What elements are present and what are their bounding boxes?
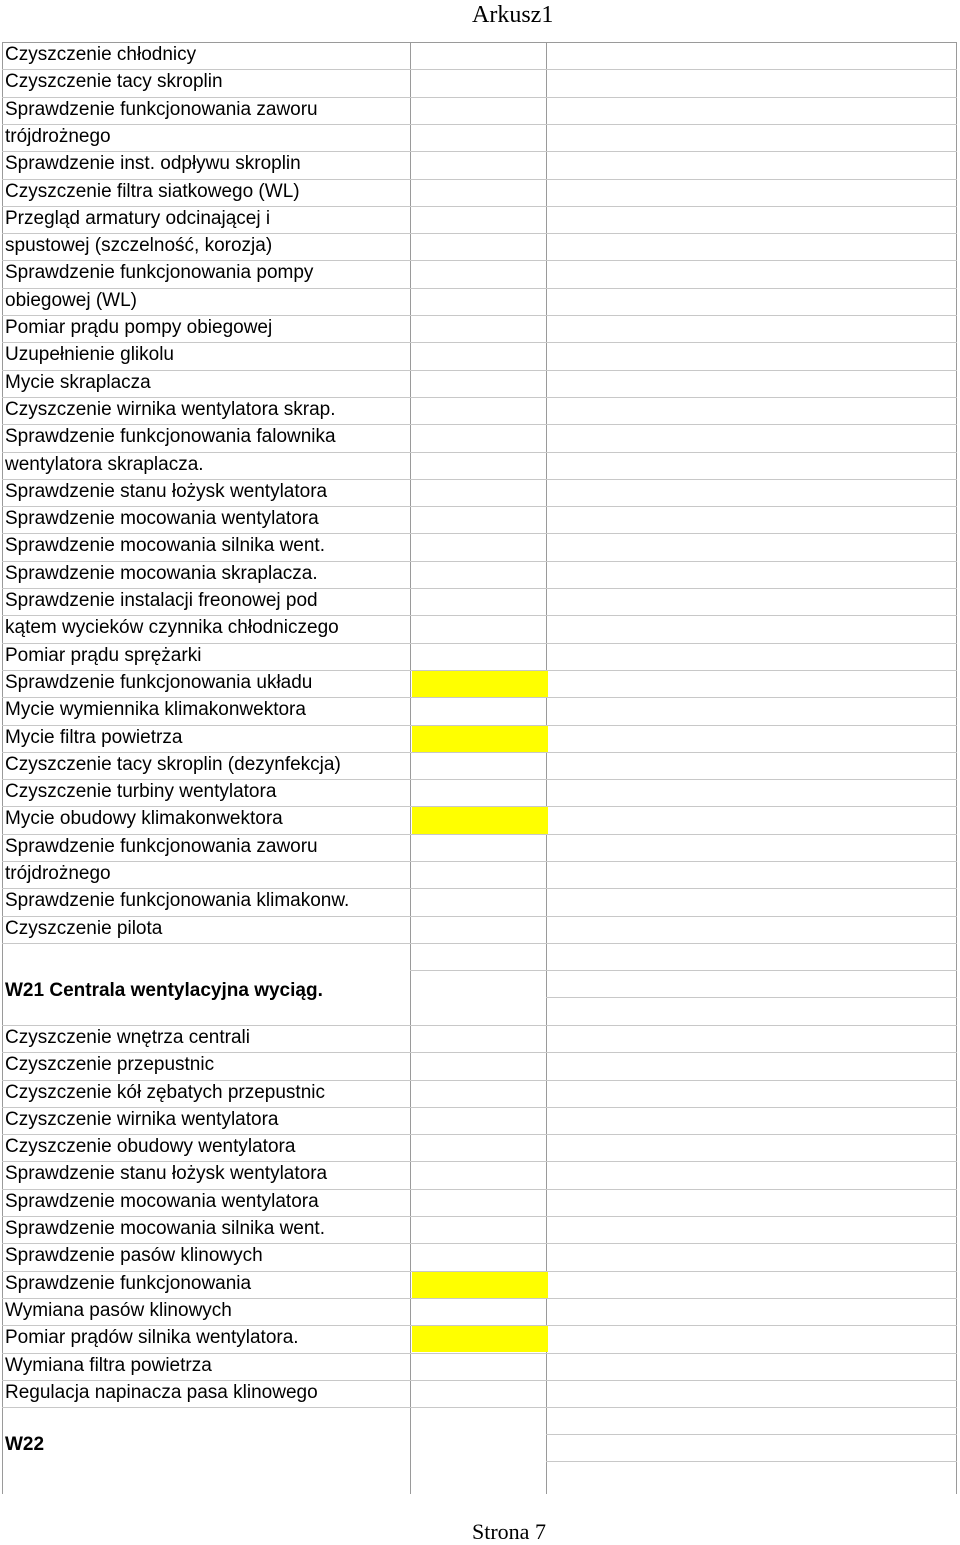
- row-border: [2, 69, 957, 70]
- row-border: [2, 888, 957, 889]
- highlighted-cell[interactable]: [412, 726, 548, 752]
- row-border: [2, 1025, 957, 1026]
- row-border: [2, 779, 957, 780]
- task-row[interactable]: Wymiana pasów klinowych: [5, 1299, 232, 1321]
- highlighted-cell[interactable]: [412, 807, 548, 833]
- task-row[interactable]: Mycie obudowy klimakonwektora: [5, 808, 283, 830]
- task-row[interactable]: Czyszczenie turbiny wentylatora: [5, 781, 277, 803]
- row-border: [2, 342, 957, 343]
- task-row[interactable]: obiegowej (WL): [5, 289, 137, 311]
- row-border: [410, 970, 957, 971]
- row-border: [2, 916, 957, 917]
- row-border: [2, 697, 957, 698]
- task-row[interactable]: Sprawdzenie instalacji freonowej pod: [5, 590, 318, 611]
- row-border: [546, 1461, 957, 1462]
- task-row[interactable]: Sprawdzenie funkcjonowania falownika: [5, 426, 336, 448]
- row-border: [2, 315, 957, 316]
- task-row[interactable]: Sprawdzenie stanu łożysk wentylatora: [5, 1163, 328, 1185]
- spreadsheet-grid: [2, 42, 958, 1494]
- task-row[interactable]: Czyszczenie przepustnic: [5, 1054, 215, 1076]
- row-border: [2, 861, 957, 862]
- task-row[interactable]: Sprawdzenie mocowania wentylatora: [5, 508, 319, 530]
- task-row[interactable]: Sprawdzenie funkcjonowania pompy: [5, 262, 314, 284]
- task-row[interactable]: Sprawdzenie funkcjonowania zaworu: [5, 98, 318, 120]
- row-border: [2, 124, 957, 125]
- task-row[interactable]: Czyszczenie tacy skroplin (dezynfekcja): [5, 753, 341, 775]
- row-border: [2, 506, 957, 507]
- row-border: [2, 1080, 957, 1081]
- row-border: [2, 97, 957, 98]
- row-border: [2, 615, 957, 616]
- task-row[interactable]: Sprawdzenie inst. odpływu skroplin: [5, 153, 301, 175]
- highlighted-cell[interactable]: [412, 1272, 548, 1298]
- row-border: [2, 1353, 957, 1354]
- row-border: [2, 260, 957, 261]
- task-row[interactable]: Sprawdzenie stanu łożysk wentylatora: [5, 480, 328, 502]
- task-row[interactable]: Sprawdzenie mocowania skraplacza.: [5, 562, 318, 584]
- row-border: [546, 1434, 957, 1435]
- task-row[interactable]: wentylatora skraplacza.: [5, 453, 204, 475]
- row-border: [2, 1107, 957, 1108]
- task-row[interactable]: trójdrożnego: [5, 863, 111, 884]
- row-border: [2, 151, 957, 152]
- row-border: [2, 1216, 957, 1217]
- row-border: [2, 1189, 957, 1190]
- task-row[interactable]: Czyszczenie chłodnicy: [5, 44, 197, 65]
- task-row[interactable]: Sprawdzenie funkcjonowania zaworu: [5, 835, 318, 857]
- row-border: [2, 233, 957, 234]
- row-border: [2, 1380, 957, 1381]
- task-row[interactable]: Sprawdzenie pasów klinowych: [5, 1245, 263, 1267]
- row-border: [2, 397, 957, 398]
- task-row[interactable]: Pomiar prądu pompy obiegowej: [5, 317, 273, 338]
- task-row[interactable]: Sprawdzenie mocowania silnika went.: [5, 535, 325, 557]
- task-row[interactable]: Przegląd armatury odcinającej i: [5, 207, 271, 229]
- row-border: [2, 1134, 957, 1135]
- row-border: [2, 561, 957, 562]
- task-row[interactable]: Czyszczenie wnętrza centrali: [5, 1026, 250, 1048]
- task-row[interactable]: Pomiar prądu sprężarki: [5, 644, 202, 666]
- task-row[interactable]: Sprawdzenie mocowania silnika went.: [5, 1218, 325, 1239]
- row-border: [2, 1298, 957, 1299]
- task-row[interactable]: spustowej (szczelność, korozja): [5, 235, 273, 257]
- row-border: [2, 588, 957, 589]
- task-row[interactable]: Sprawdzenie funkcjonowania układu: [5, 671, 313, 693]
- task-row[interactable]: trójdrożnego: [5, 125, 111, 147]
- task-row[interactable]: Pomiar prądów silnika wentylatora.: [5, 1327, 299, 1349]
- task-row[interactable]: Sprawdzenie funkcjonowania: [5, 1272, 252, 1294]
- task-row[interactable]: Mycie wymiennika klimakonwektora: [5, 699, 306, 721]
- row-border: [2, 1052, 957, 1053]
- task-row[interactable]: Czyszczenie wirnika wentylatora: [5, 1108, 279, 1130]
- task-row[interactable]: Czyszczenie wirnika wentylatora skrap.: [5, 398, 336, 420]
- page-footer: Strona 7: [472, 1519, 546, 1544]
- row-border: [2, 752, 957, 753]
- row-border: [2, 1243, 957, 1244]
- task-row[interactable]: Czyszczenie kół zębatych przepustnic: [5, 1081, 325, 1103]
- task-row[interactable]: Czyszczenie obudowy wentylatora: [5, 1136, 296, 1158]
- highlighted-cell[interactable]: [412, 1326, 548, 1352]
- row-border: [2, 1407, 957, 1408]
- task-row[interactable]: Regulacja napinacza pasa klinowego: [5, 1381, 318, 1403]
- task-row[interactable]: kątem wycieków czynnika chłodniczego: [5, 617, 339, 639]
- row-border: [2, 1161, 957, 1162]
- row-border: [2, 206, 957, 207]
- row-border: [2, 533, 957, 534]
- task-row[interactable]: Mycie skraplacza: [5, 371, 151, 393]
- row-border: [2, 424, 957, 425]
- row-border: [2, 452, 957, 453]
- task-row[interactable]: Sprawdzenie funkcjonowania klimakonw.: [5, 890, 350, 912]
- task-row[interactable]: Mycie filtra powietrza: [5, 726, 183, 748]
- task-row[interactable]: Uzupełnienie glikolu: [5, 344, 174, 366]
- row-border: [2, 370, 957, 371]
- task-row[interactable]: Wymiana filtra powietrza: [5, 1354, 212, 1376]
- task-row[interactable]: Sprawdzenie mocowania wentylatora: [5, 1190, 319, 1212]
- section-title-w22: W22: [5, 1434, 45, 1456]
- row-border: [2, 479, 957, 480]
- task-row[interactable]: Czyszczenie pilota: [5, 917, 163, 939]
- sheet-name: Arkusz1: [472, 2, 554, 28]
- row-border: [2, 834, 957, 835]
- row-border: [2, 643, 957, 644]
- grid-top-border: [2, 42, 957, 43]
- task-row[interactable]: Czyszczenie tacy skroplin: [5, 71, 223, 93]
- highlighted-cell[interactable]: [412, 671, 548, 697]
- row-border: [2, 288, 957, 289]
- row-border: [546, 997, 957, 998]
- row-border: [2, 179, 957, 180]
- section-title-w21: W21 Centrala wentylacyjna wyciąg.: [5, 979, 323, 1001]
- row-border: [2, 943, 957, 944]
- task-row[interactable]: Czyszczenie filtra siatkowego (WL): [5, 180, 300, 202]
